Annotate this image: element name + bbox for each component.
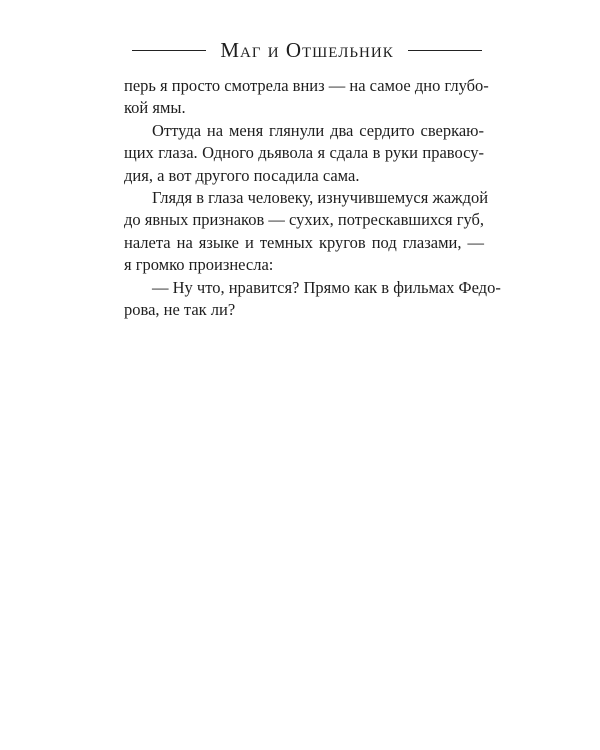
running-header: [132, 36, 482, 64]
page-body: [124, 75, 501, 321]
text-line: налета на языке и темных кругов под глазами, —: [124, 232, 484, 252]
text-line: Глядя в глаза человеку, изнучившемуся жаждой: [152, 187, 489, 207]
text-line: я громко произнесла:: [124, 255, 274, 275]
header-rule-right: [408, 50, 482, 51]
header-title: Маг и Отшельник: [220, 38, 394, 62]
text-line: рова, не так ли?: [124, 299, 236, 319]
paragraph-4: [124, 277, 501, 322]
text-line: кой ямы.: [124, 98, 186, 118]
text-line: Оттуда на меня глянули два сердито сверкаю-: [152, 120, 484, 140]
paragraph-1: [124, 75, 489, 120]
text-line: — Ну что, нравится? Прямо как в фильмах Федо-: [152, 277, 501, 297]
text-line: перь я просто смотрела вниз — на самое дно глубо-: [124, 76, 489, 95]
text-line: щих глаза. Одного дьявола я сдала в руки правосу-: [124, 143, 484, 163]
text-line: дия, а вот другого посадила сама.: [124, 165, 360, 185]
header-rule-left: [132, 50, 206, 51]
paragraph-3: [124, 187, 489, 277]
paragraph-2: [124, 120, 484, 187]
text-line: до явных признаков — сухих, потрескавшихся губ,: [124, 210, 485, 230]
